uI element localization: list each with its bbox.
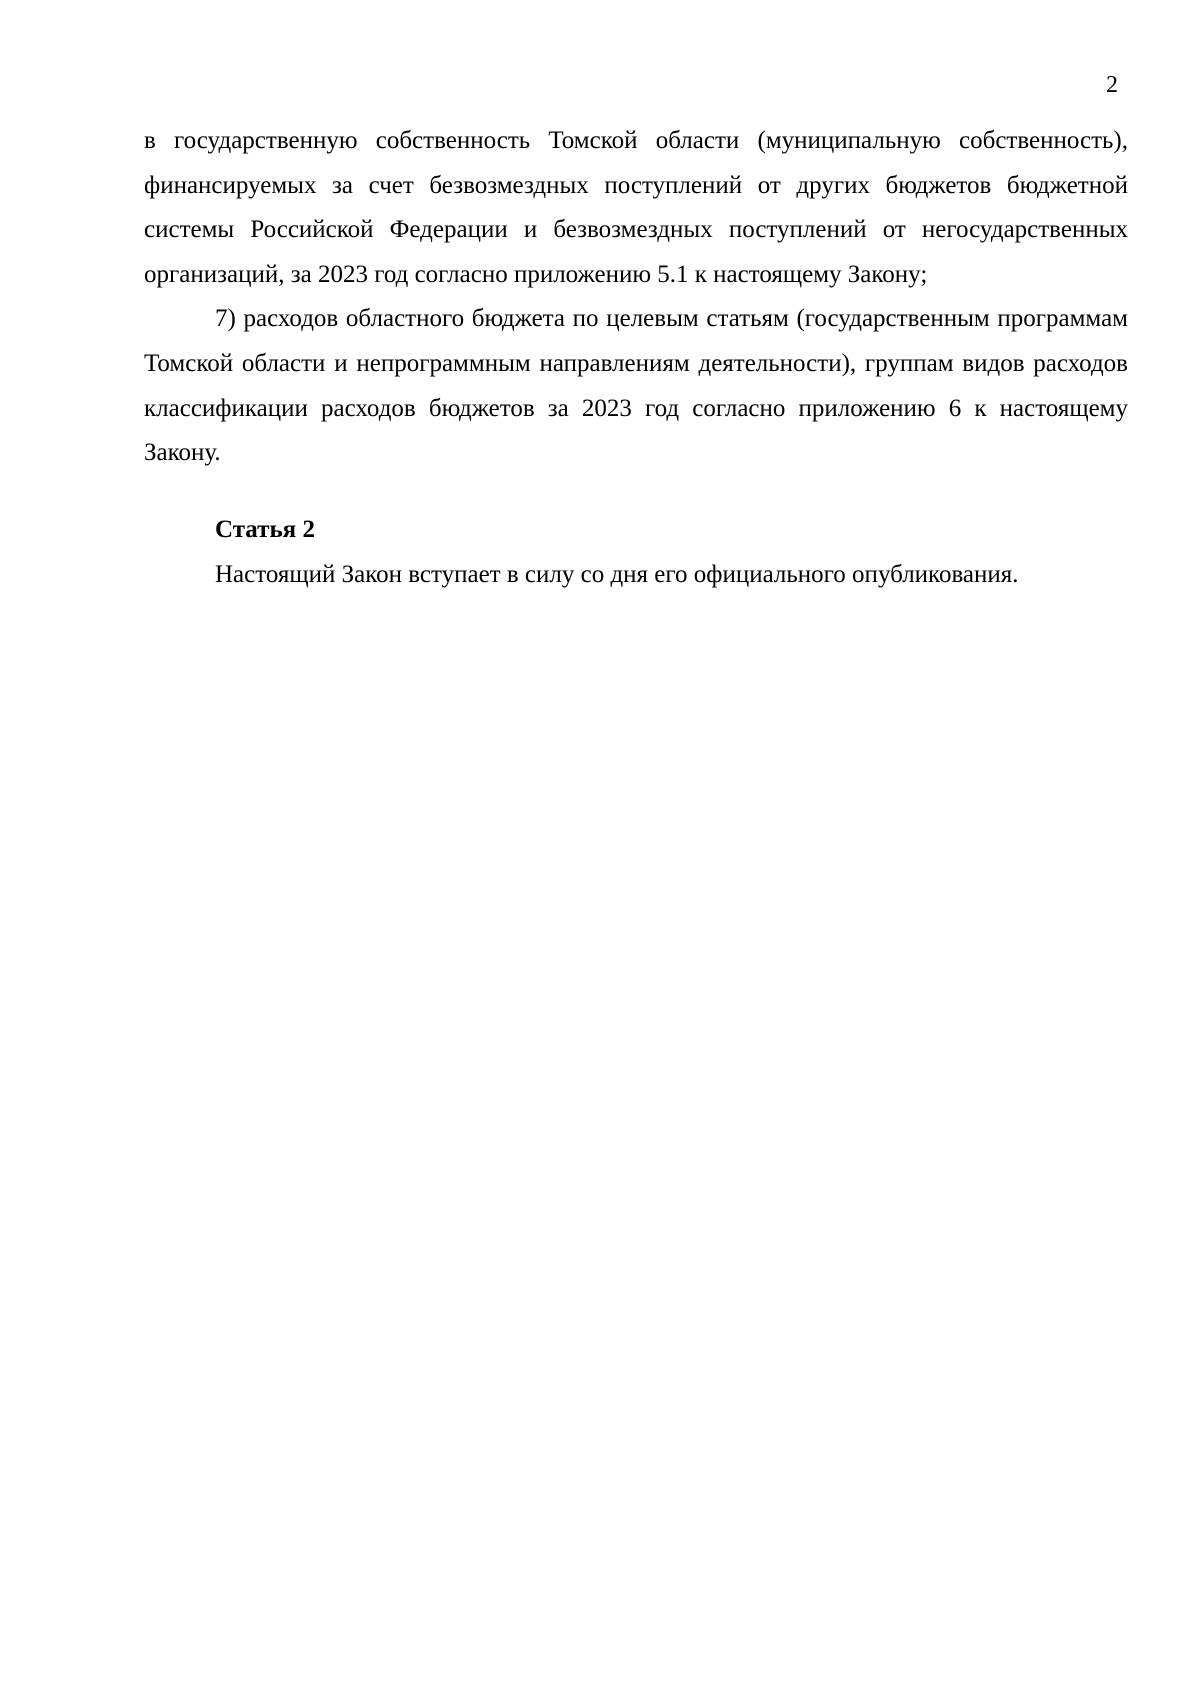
article-heading: Статья 2: [215, 516, 315, 543]
article-text: Настоящий Закон вступает в силу со дня его официального опубликования.: [215, 561, 1019, 588]
body-text: [144, 119, 1128, 476]
paragraph-continuation: в государственную собственность Томской области (муниципальную собственность), финансируемых за счет безвозмездных поступлений от других бюджетов бюджетной системы Российской Федерации и безвозмездных поступлений от негосударственных организаций, за 2023 год согласно приложению 5.1 к настоящему Закону;: [144, 127, 1128, 288]
paragraph-item-7: 7) расходов областного бюджета по целевым статьям (государственным программам Томской области и непрограммным направлениям деятельности), группам видов расходов классификации расходов бюджетов за 2023 год согласно приложению 6 к настоящему Закону.: [144, 305, 1128, 467]
page-number: 2: [1106, 72, 1118, 98]
